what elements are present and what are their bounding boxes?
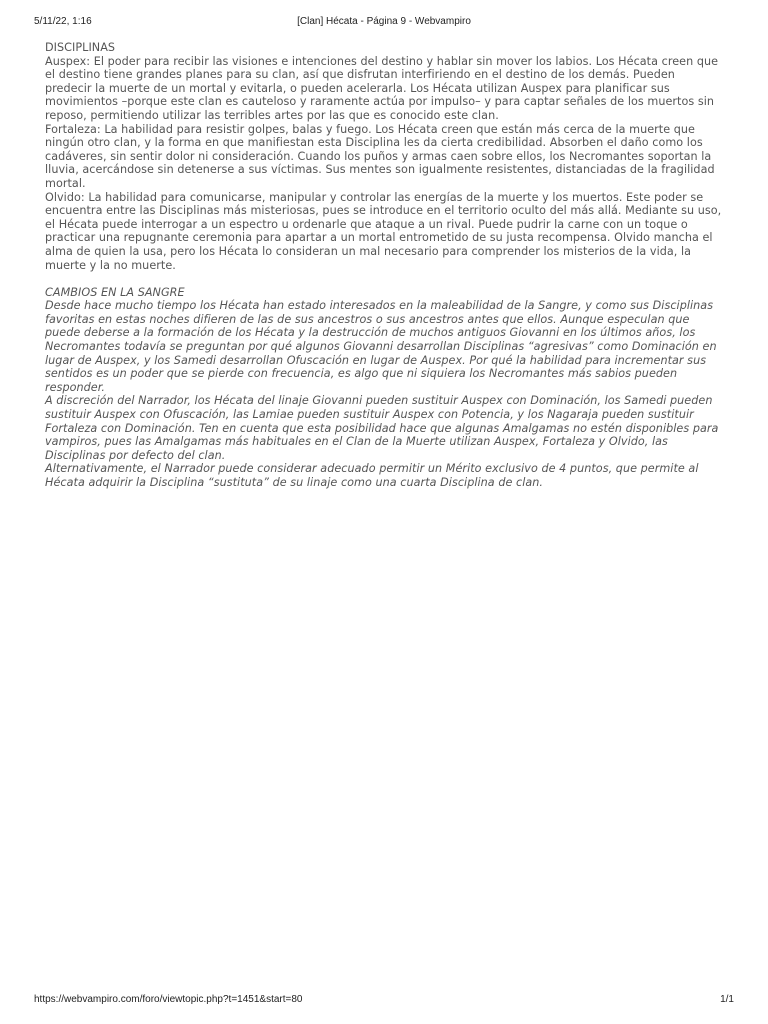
section-heading-cambios: CAMBIOS EN LA SANGRE [45, 285, 185, 299]
print-header [34, 16, 734, 30]
page-url: https://webvampiro.com/foro/viewtopic.php?t=1451&start=80 [34, 994, 303, 1005]
paragraph-fortaleza: Fortaleza: La habilidad para resistir golpes, balas y fuego. Los Hécata creen que están más cerca de la muerte que ningún otro clan, y la forma en que manifiestan esta Disciplina les da cierta credibilidad. Absorben el daño como los cadáveres, sin sentir dolor ni consideración. Cuando los puños y armas caen sobre ellos, los Necromantes soportan la lluvia, acercándose sin detenerse a sus víctimas. Sus mentes son igualmente resistentes, distanciadas de la fragilidad mortal. [45, 122, 715, 190]
paragraph-olvido: Olvido: La habilidad para comunicarse, manipular y controlar las energías de la muerte y los muertos. Este poder se encuentra entre las Disciplinas más misteriosas, pues se introduce en el territorio oculto del más allá. Mediante su uso, el Hécata puede interrogar a un espectro u ordenarle que ataque a un rival. Puede pudrir la carne con un toque o practicar una repugnante ceremonia para apartar a un mortal entrometido de su justa recompensa. Olvido mancha el alma de quien la usa, pero los Hécata lo consideran un mal necesario para comprender los misterios de la vida, la muerte y la no muerte. [45, 190, 722, 272]
paragraph-auspex: Auspex: El poder para recibir las visiones e intenciones del destino y hablar sin mover los labios. Los Hécata creen que el destino tiene grandes planes para su clan, así que disfrutan interfiriendo en el destino de los demás. Pueden predecir la muerte de un mortal y evitarla, o pueden acelerarla. Los Hécata utilizan Auspex para planificar sus movimientos –porque este clan es cauteloso y raramente actúa por impulso– y para captar señales de los muertos sin reposo, permitiendo utilizar las terribles artes por las que es conocido este clan. [45, 54, 719, 122]
print-footer [34, 994, 734, 1008]
page-number: 1/1 [720, 994, 734, 1005]
paragraph-cambios-merito: Alternativamente, el Narrador puede considerar adecuado permitir un Mérito exclusivo de 4 puntos, que permite al Hécata adquirir la Disciplina “sustituta” de su linaje como una cuarta Disciplina de clan. [45, 462, 699, 489]
section-spacer [45, 272, 725, 286]
print-date: 5/11/22, 1:16 [34, 16, 92, 27]
disciplinas-section [45, 41, 725, 272]
cambios-section [45, 286, 725, 490]
paragraph-cambios-intro: Desde hace mucho tiempo los Hécata han estado interesados en la maleabilidad de la Sangre, y como sus Disciplinas favoritas en estas noches difieren de las de sus ancestros o sus ancestros antes que ellos. Aunque especulan que puede deberse a la formación de los Hécata y la destrucción de muchos antiguos Giovanni en los últimos años, los Necromantes todavía se preguntan por qué algunos Giovanni desarrollan Disciplinas “agresivas” como Dominación en lugar de Auspex, y los Samedi desarrollan Ofuscación en lugar de Auspex. Por qué la habilidad para incrementar sus sentidos es un poder que se pierde con frecuencia, es algo que ni siquiera los Necromantes más sabios pueden responder. [45, 299, 717, 394]
post-content [45, 41, 725, 490]
section-heading-disciplinas: DISCIPLINAS [45, 41, 116, 54]
page-title: [Clan] Hécata - Página 9 - Webvampiro [297, 16, 471, 27]
paragraph-cambios-narrador: A discreción del Narrador, los Hécata del linaje Giovanni pueden sustituir Auspex con Dominación, los Samedi pueden sustituir Auspex con Ofuscación, las Lamiae pueden sustituir Auspex con Potencia, y los Nagaraja pueden sustituir Fortaleza con Dominación. Ten en cuenta que esta posibilidad hace que algunas Amalgamas no estén disponibles para vampiros, pues las Amalgamas más habituales en el Clan de la Muerte utilizan Auspex, Fortaleza y Olvido, las Disciplinas por defecto del clan. [45, 394, 719, 462]
